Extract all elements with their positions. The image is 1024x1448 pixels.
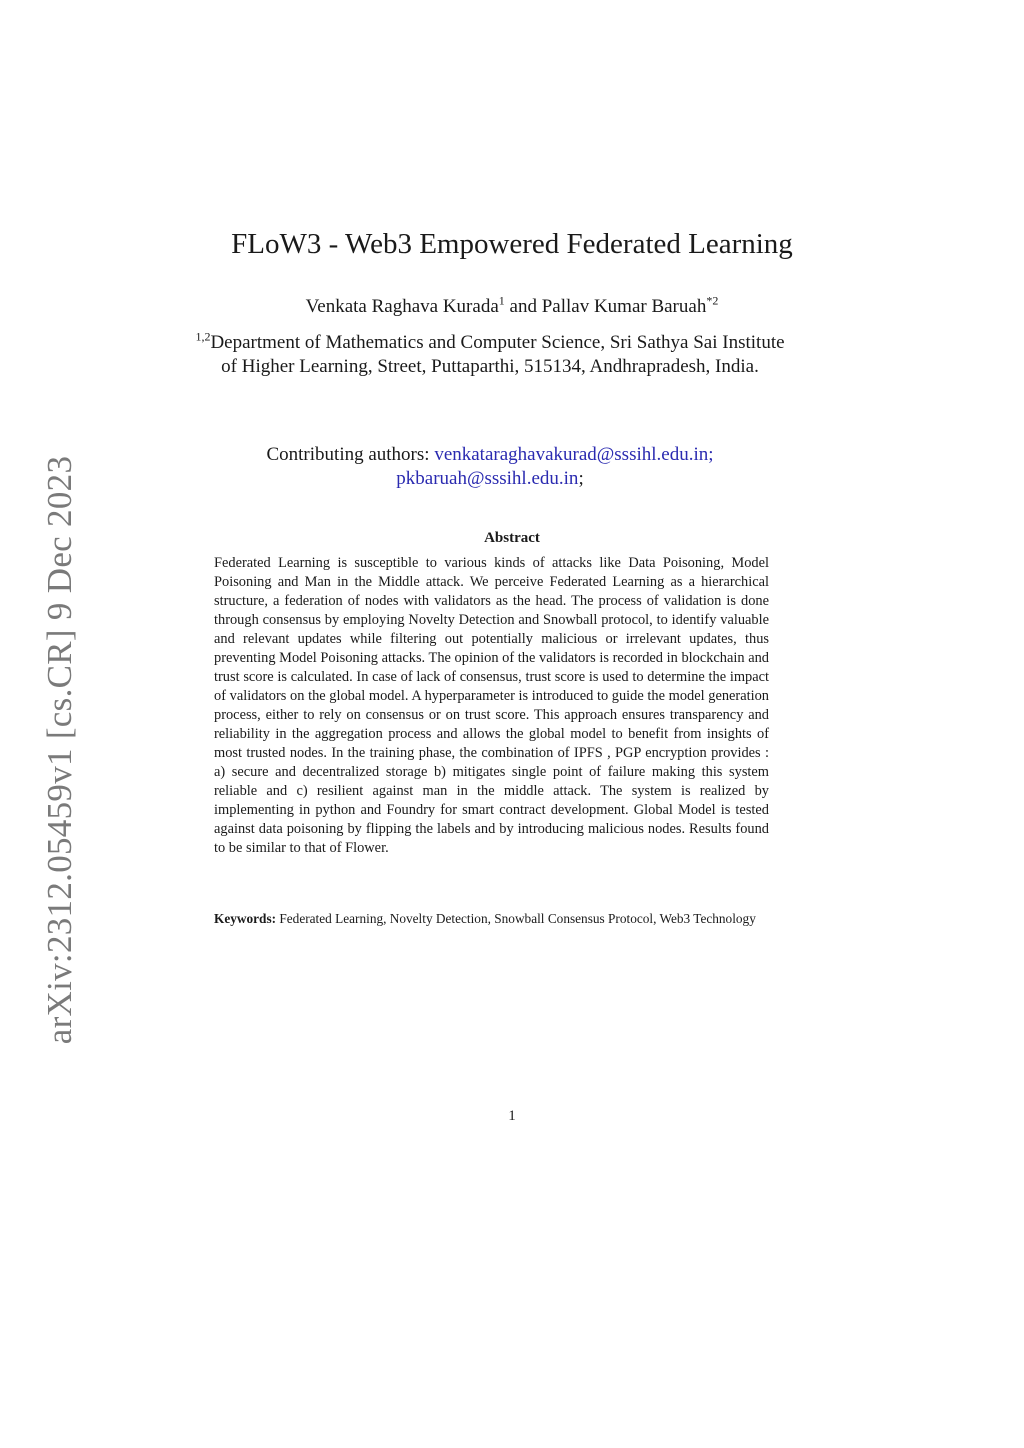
affiliation [190,331,790,379]
keywords-text: Federated Learning, Novelty Detection, Snowball Consensus Protocol, Web3 Technology [276,911,756,926]
arxiv-identifier-stamp: arXiv:2312.05459v1 [cs.CR] 9 Dec 2023 [40,455,79,1045]
abstract-body: Federated Learning is susceptible to various kinds of attacks like Data Poisoning, Model Poisoning and Man in the Middle attack. We perceive Federated Learning as a hierarchical structure, a federation of nodes with validators as the head. The process of validation is done through consensus by employing Novelty Detection and Snowball protocol, to identify valuable and relevant updates while filtering out potentially malicious or irrelevant updates, thus preventing Model Poisoning attacks. The opinion of the validators is recorded in blockchain and trust score is calculated. In case of lack of consensus, trust score is used to determine the impact of validators on the global model. A hyperparameter is introduced to guide the model generation process, either to rely on consensus or on trust score. This approach ensures transparency and reliability in the aggregation process and allows the global model to benefit from insights of most trusted nodes. In the training phase, the combination of IPFS , PGP encryption provides : a) secure and decentralized storage b) mitigates single point of failure making this system reliable and c) resilient against man in the middle attack. The system is realized by implementing in python and Foundry for smart contract development. Global Model is tested against data poisoning by flipping the labels and by introducing malicious nodes. Results found to be similar to that of Flower. [214,555,769,856]
email-separator: ; [708,444,714,465]
page-number: 1 [508,1108,516,1124]
contributing-authors [190,443,790,491]
affiliation-mark: 1,2 [195,329,211,344]
keywords [214,910,769,928]
author-name: Pallav Kumar Baruah [541,296,707,317]
abstract-heading: Abstract [484,530,540,546]
keywords-label: Keywords: [214,911,277,926]
author-conjunction: and [504,296,542,317]
email-link[interactable]: venkataraghavakurad@sssihl.edu.in [434,444,709,465]
paper-title: FLoW3 - Web3 Empowered Federated Learning [231,228,793,260]
author-name: Venkata Raghava Kurada [305,296,499,317]
email-link[interactable]: pkbaruah@sssihl.edu.in [396,468,579,489]
contributing-label: Contributing authors: [266,444,435,465]
author-affiliation-mark: *2 [706,293,719,308]
author-line [0,293,1024,318]
affiliation-text: Department of Mathematics and Computer Science, Sri Sathya Sai Institute of Higher Learning, Street, Puttaparthi, 515134, Andhrapradesh, India. [210,332,785,377]
author-affiliation-mark: 1 [498,293,505,308]
email-separator: ; [578,468,584,489]
